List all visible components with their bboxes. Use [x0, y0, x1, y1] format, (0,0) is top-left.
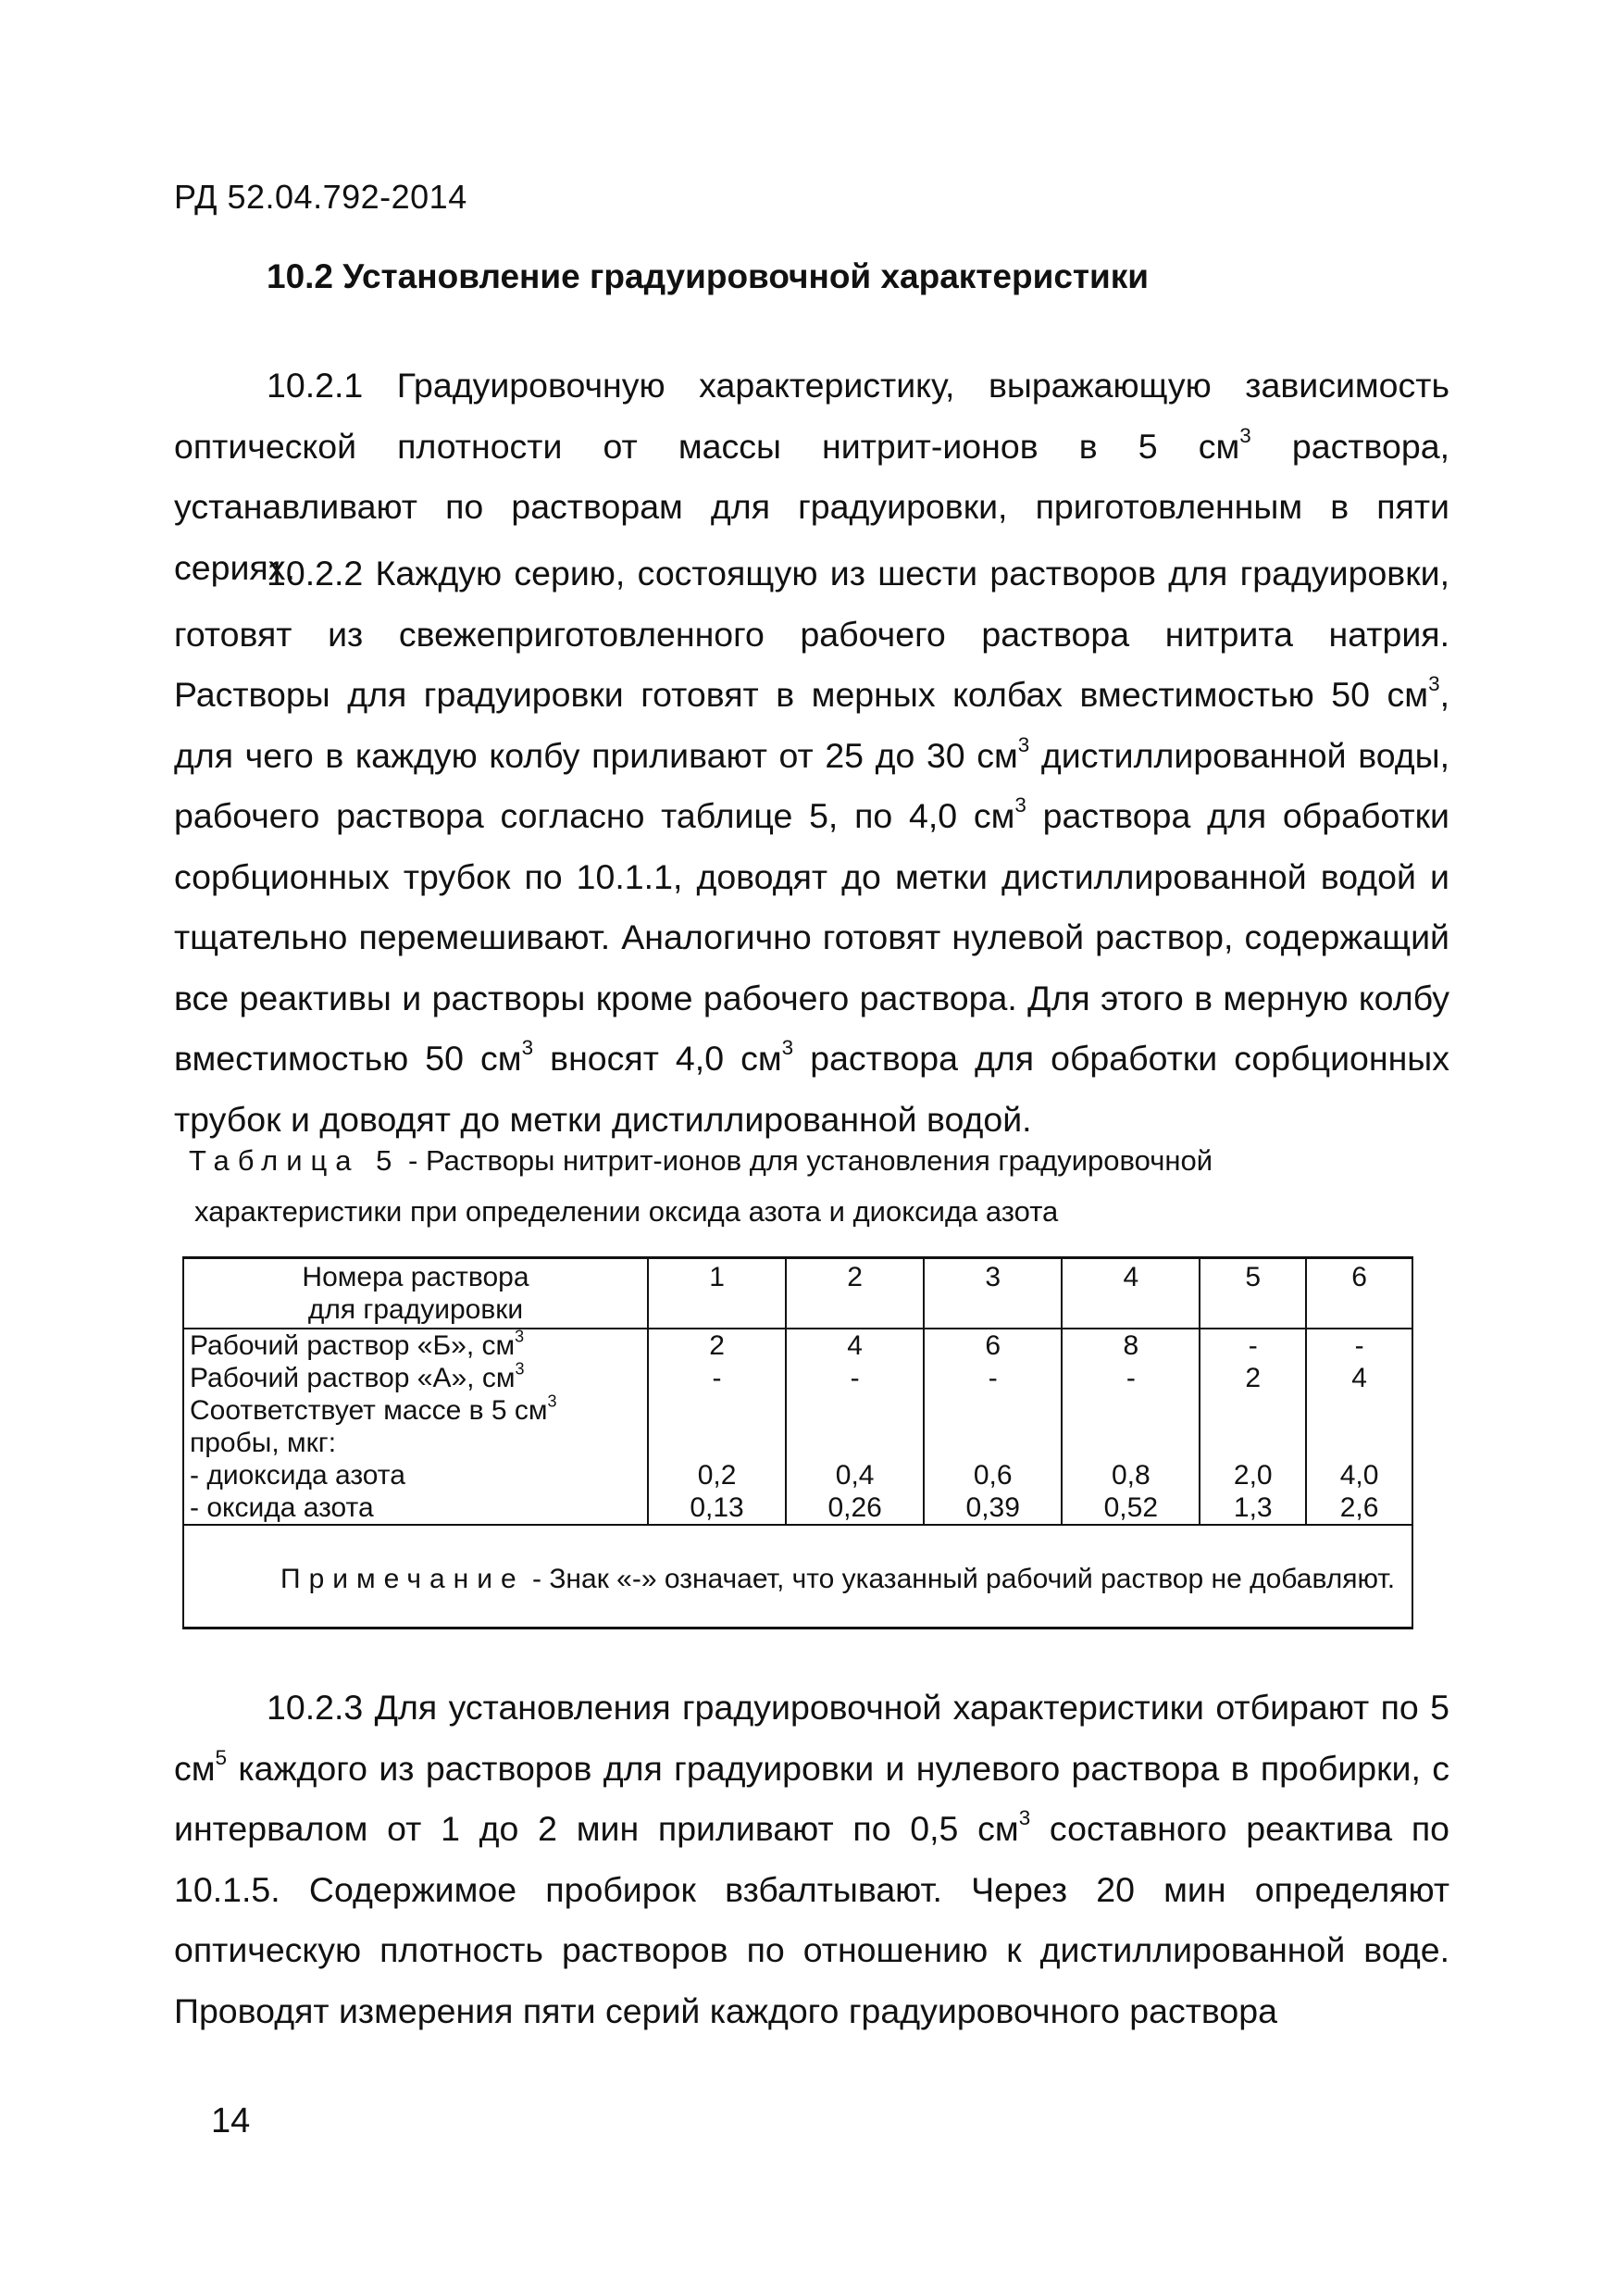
table-caption-line2: характеристики при определении оксида азота и диоксида азота: [194, 1195, 1059, 1228]
paragraph-10-2-3: 10.2.3 Для установления градуировочной характеристики отбирают по 5 $см^5$ каждого из растворов для градуировки и нулевого раствора в пробирки, с интервалом от 1 до 2 мин приливают по 0,5 $см^3$ составного реактива по 10.1.5. Содержимое пробирок взбалтывают. Через 20 мин определяют оптическую плотность растворов по отношению к дистиллированной воде. Проводят измерения пяти серий каждого градуировочного раствора: [174, 1688, 1450, 2030]
table-header-cell: 6: [1306, 1258, 1412, 1329]
table-caption-lead: Таблица 5: [189, 1144, 401, 1177]
table-note-lead: Примечание: [280, 1564, 525, 1594]
section-heading: 10.2 Установление градуировочной характеристики: [267, 257, 1150, 295]
table-header-cell: 2: [786, 1258, 924, 1329]
paragraph-10-2-2: 10.2.2 Каждую серию, состоящую из шести растворов для градуировки, готовят из свежеприготовленного рабочего раствора нитрита натрия. Растворы для градуировки готовят в мерных колбах вместимостью 50 $см^3$, для чего в каждую колбу приливают от 25 до 30 $см^3$ дистиллированной воды, рабочего раствора согласно таблице 5, по 4,0 $см^3$ раствора для обработки сорбционных трубок по 10.1.1, доводят до метки дистиллированной водой и тщательно перемешивают. Аналогично готовят нулевой раствор, содержащий все реактивы и растворы кроме рабочего раствора. Для этого в мерную колбу вместимостью 50 $см^3$ вносят 4,0 $см^3$ раствора для обработки сорбционных трубок и доводят до метки дистиллированной водой.: [174, 554, 1450, 1139]
table-column-6: - 4 4,0 2,6: [1306, 1329, 1412, 1525]
table-column-4: 8 - 0,8 0,52: [1062, 1329, 1200, 1525]
table-note: Примечание - Знак «-» означает, что указанный рабочий раствор не добавляют.: [183, 1525, 1412, 1628]
table-row-labels: Рабочий раствор «Б», $см^3$ Рабочий раствор «А», $см^3$ Соответствует массе в 5 $см^3$ пробы, мкг: - диоксида азота - оксида азота: [183, 1329, 648, 1525]
table-header-cell: 4: [1062, 1258, 1200, 1329]
table-note-row: [183, 1525, 1412, 1628]
table-column-2: 4 - 0,4 0,26: [786, 1329, 924, 1525]
table-5: [182, 1256, 1413, 1629]
table-caption: Таблица 5 - Растворы нитрит-ионов для установления градуировочной: [189, 1144, 1213, 1177]
table-column-3: 6 - 0,6 0,39: [924, 1329, 1062, 1525]
paragraph-10-2-1: 10.2.1 Градуировочную характеристику, выражающую зависимость оптической плотности от массы нитрит-ионов в 5 $см^3$ раствора, устанавливают по растворам для градуировки, приготовленным в пяти сериях.: [174, 366, 1449, 587]
table-header-row: [183, 1258, 1412, 1329]
table-body-row: [183, 1329, 1412, 1525]
table-header-label: Номера раствора для градуировки: [183, 1258, 648, 1329]
page-number: 14: [211, 2102, 251, 2140]
document-code-header: РД 52.04.792-2014: [174, 178, 467, 216]
table-column-1: 2 - 0,2 0,13: [648, 1329, 786, 1525]
table-header-cell: 5: [1200, 1258, 1306, 1329]
table-column-5: - 2 2,0 1,3: [1200, 1329, 1306, 1525]
table-header-cell: 1: [648, 1258, 786, 1329]
table-header-cell: 3: [924, 1258, 1062, 1329]
